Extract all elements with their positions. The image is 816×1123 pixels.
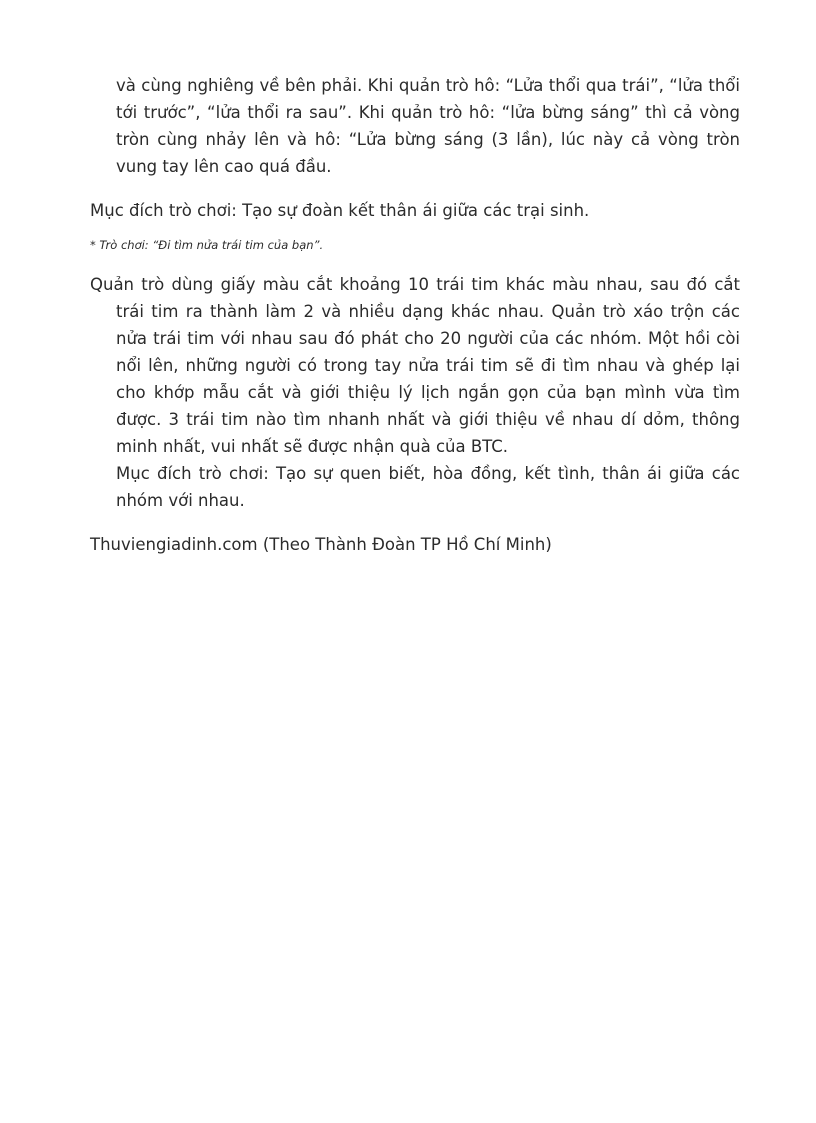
game-description: Quản trò dùng giấy màu cắt khoảng 10 trái tim khác màu nhau, sau đó cắt trái tim ra thành làm 2 và nhiều dạng khác nhau. Quản trò xáo trộn các nửa trái tim với nhau sau đó phát cho 20 người của các nhóm. Một hồi còi nổi lên, những người có trong tay nửa trái tim sẽ đi tìm nhau và ghép lại cho khớp mẫu cắt và giới thiệu lý lịch ngắn gọn của bạn mình vừa tìm được. 3 trái tim nào tìm nhanh nhất và giới thiệu về nhau dí dỏm, thông minh nhất, vui nhất sẽ được nhận quà của BTC. <box>90 275 740 456</box>
paragraph-continuation: và cùng nghiêng về bên phải. Khi quản trò hô: “Lửa thổi qua trái”, “lửa thổi tới trước”, “lửa thổi ra sau”. Khi quản trò hô: “lửa bừng sáng” thì cả vòng tròn cùng nhảy lên và hô: “Lửa bừng sáng (3 lần), lúc này cả vòng tròn vung tay lên cao quá đầu. <box>116 76 740 176</box>
source-citation: Thuviengiadinh.com (Theo Thành Đoàn TP Hồ Chí Minh) <box>90 535 552 554</box>
purpose-line: Mục đích trò chơi: Tạo sự đoàn kết thân ái giữa các trại sinh. <box>90 201 590 220</box>
game-description-block <box>90 271 740 514</box>
spacer <box>90 254 740 271</box>
spacer <box>90 224 740 236</box>
game-title: * Trò chơi: “Đi tìm nửa trái tim của bạn”. <box>90 238 324 252</box>
document-body <box>90 72 740 558</box>
spacer <box>90 514 740 531</box>
purpose-line-2: Mục đích trò chơi: Tạo sự quen biết, hòa đồng, kết tình, thân ái giữa các nhóm với nhau. <box>116 464 740 510</box>
spacer <box>90 180 740 197</box>
